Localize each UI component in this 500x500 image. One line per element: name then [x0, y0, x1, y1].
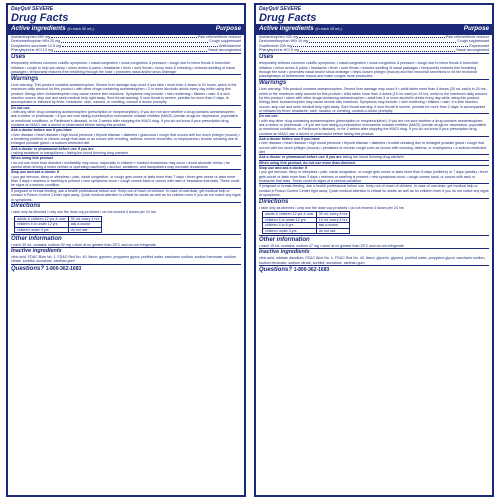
when-using-text: • do not use more than directed • excitability may occur, especially in children • marked drowsiness may occur • avoid alcoholic drinks • be careful when driving a motor vehicle or operating machinery • alcohol, sedatives, and tranquilizers may increase drowsiness	[11, 160, 230, 170]
leader-dots	[300, 48, 455, 51]
purpose-label: Purpose	[463, 25, 489, 32]
active-ingredients-label: Active ingredients	[11, 25, 66, 32]
ingredient-name: Acetaminophen 650 mg	[11, 34, 50, 39]
warnings-heading: Warnings	[11, 75, 39, 82]
ingredient-name: Dextromethorphan HBr 10 mg	[259, 39, 309, 44]
dosing-age: adults & children 12 yrs & over	[263, 212, 317, 218]
questions-phone[interactable]: 1-800-362-1683	[45, 265, 82, 272]
ingredient-purpose: Antihistamine	[218, 43, 241, 48]
ingredient-name: Doxylamine succinate 12.5 mg	[11, 43, 62, 48]
dosing-amount: ask a doctor	[316, 223, 350, 229]
warnings-text: Liver warning: This product contains acetaminophen. Severe liver damage may occur if you take • more than 4 doses in 24 hours, which is the maximum daily amount for this product • with other drugs containing acetaminophen • 3 or more alcoholic drinks every day while using this product. Allergy alert: Acetaminophen may cause severe skin reactions. Symptoms may include: • skin reddening • blisters • rash. If a skin reaction occurs, stop use and seek medical help right away. Sore throat warning: If sore throat is severe, persists for more than 2 days, is accompanied or followed by fever, headache, rash, nausea, or vomiting, consult a doctor promptly.	[11, 82, 237, 105]
ask-doctor-text: • liver disease • heart disease • high blood pressure • thyroid disease • diabetes • trouble urinating due to enlarged prostate gland • cough that occurs with too much phlegm (mucus) • persistent or chronic cough such as occurs with smoking, asthma, or emphysema • a sodium-restricted diet	[259, 141, 487, 155]
when-using-heading: When using this product, do not use more than directed.	[259, 160, 356, 165]
other-info-text: • each 30 mL contains: sodium 92 mg • store at no greater than 25°C and do not refrigerate	[11, 242, 156, 247]
dosing-amount: 30 mL every 4 hrs	[316, 212, 350, 218]
uses-text: temporarily relieves common cold/flu symptoms: • nasal congestion • sinus congestion & pressure • cough due to minor throat & bronchial irritation • minor aches & pains • headache • fever • sore throat • reduces swelling of nasal passages • temporarily restores free breathing through the nose • promotes nasal and/or sinus drainage • helps loosen phlegm (mucus) and thin bronchial secretions to rid the bronchial passageways of bothersome mucus and make coughs more productive.	[259, 61, 478, 79]
leader-dots	[54, 48, 207, 51]
dosing-age: adults & children 12 yrs & over	[15, 216, 69, 222]
ingredient-purpose: Pain reliever/fever reducer	[445, 34, 489, 39]
ingredient-purpose: Nasal decongestant	[208, 48, 241, 53]
warnings-heading: Warnings	[259, 80, 287, 87]
do-not-use-heading: Do not use	[11, 105, 30, 110]
drug-facts-panel-left	[6, 3, 246, 497]
inactive-text: citric acid, edetate disodium, FD&C Blue No. 1, FD&C Red No. 40, flavor, glycerin, glycerol, purified water, propylene glycol, saccharin sodium, sodium benzoate, sodium citrate, sorbitol, sucralose, xanthan gum	[259, 256, 486, 265]
ingredient-purpose: Expectorant	[469, 43, 489, 48]
ingredient-purpose: Pain reliever/fever reducer	[197, 34, 241, 39]
inactive-heading: Inactive ingredients	[11, 248, 62, 255]
ingredient-name: Phenylephrine HCl 5 mg	[259, 48, 299, 53]
pregnancy-text: If pregnant or breast-feeding, ask a health professional before use. Keep out of reach of children. In case of overdose, get medical help or contact a Poison Control Center right away. Quick medical attention is critical for adults as well as for children even if you do not notice any signs or symptoms.	[259, 184, 489, 198]
uses-text: temporarily relieves common cold/flu symptoms: • nasal congestion • sinus congestion & pressure • cough due to minor throat & bronchial irritation • cough to help you sleep • minor aches & pains • headache • fever • sore throat • runny nose & sneezing • reduces swelling of nasal passages • temporarily restores free breathing through the nose • promotes nasal and/or sinus drainage	[11, 61, 235, 75]
warnings-text: Liver warning: This product contains acetaminophen. Severe liver damage may occur if • adult takes more than 4 doses (30 mL each) in 24 hrs, which is the maximum daily amount for this product • child takes more than 4 doses (15 mL each) in 24 hrs, which is the maximum daily amount for this product • taken with other drugs containing acetaminophen • adult has 3 or more alcoholic drinks every day while using this product. Allergy alert: Acetaminophen may cause severe skin reactions. Symptoms may include: • skin reddening • blisters • rash. If a skin reaction occurs, stop use and seek medical help right away. Sore throat warning: If sore throat is severe, persists for more than 2 days, is accompanied or followed by fever, headache, rash, nausea, or vomiting, consult a doctor promptly.	[259, 87, 488, 113]
stop-use-text: • you get nervous, dizzy or sleepless • pain, nasal congestion, or cough gets worse or lasts more than 7 days • fever gets worse or lasts more than 3 days • redness or swelling is present • new symptoms occur • cough comes back or occurs with rash or headache that lasts. These could be signs of a serious condition.	[11, 174, 240, 188]
dosing-amount: ask a doctor	[68, 222, 102, 228]
drug-facts-title: Drug Facts	[259, 12, 317, 24]
table-row	[263, 228, 350, 234]
purpose-label: Purpose	[215, 25, 241, 32]
questions-phone[interactable]: 1-800-362-1683	[293, 266, 330, 273]
leader-dots	[61, 39, 208, 42]
questions-label: Questions?	[259, 266, 293, 273]
dosing-age: children 4 to under 12 yrs	[263, 217, 317, 223]
other-info-text: • each 15 mL contains: sodium 47 mg • store at no greater than 25°C and do not refrigerate	[259, 243, 404, 248]
do-not-use-text: • with any other drug containing acetaminophen (prescription or nonprescription). If you are not sure whether a drug contains acetaminophen, ask a doctor or pharmacist. • if you are now taking a prescription monoamine oxidase inhibitor (MAOI) (certain drugs for depression, psychiatric or emotional conditions, or Parkinson's disease), or for 2 weeks after stopping the MAOI drug. If you do not know if your prescription drug contains an MAOI, ask a doctor or pharmacist before taking this product.	[259, 118, 487, 136]
ingredient-name: Guaifenesin 200 mg	[259, 43, 293, 48]
ask-pharmacist-text: taking the blood thinning drug warfarin	[342, 155, 404, 160]
leader-dots	[293, 44, 468, 47]
table-row	[15, 227, 102, 233]
dosing-amount: do not use	[68, 227, 102, 233]
do-not-use-heading: Do not use	[259, 114, 278, 119]
dosing-table	[262, 211, 350, 234]
uses-heading: Uses	[11, 54, 26, 61]
questions-label: Questions?	[11, 265, 45, 272]
do-not-use-text: • with any other drug containing acetaminophen (prescription or nonprescription). If you are not sure whether a drug contains acetaminophen, ask a doctor or pharmacist. • if you are now taking a prescription monoamine oxidase inhibitor (MAOI) (certain drugs for depression, psychiatric or emotional conditions, or Parkinson's disease), or for 2 weeks after stopping the MAOI drug. If you do not know if your prescription drug contains an MAOI, ask a doctor or pharmacist before taking this product.	[11, 109, 239, 127]
dosing-age: children 4 to under 12 yrs	[15, 222, 69, 228]
inactive-heading: Inactive ingredients	[259, 249, 310, 256]
stop-use-heading: Stop use and ask a doctor if	[11, 170, 59, 175]
dosing-age: children under 4 yrs	[15, 227, 69, 233]
stop-use-text: • you get nervous, dizzy or sleepless • pain, nasal congestion, or cough gets worse or lasts more than 5 days (children) or 7 days (adults) • fever gets worse or lasts more than 3 days • redness or swelling is present • new symptoms occur • cough comes back, or occurs with rash or headache that lasts. These could be signs of a serious condition.	[259, 170, 488, 184]
directions-text: • take only as directed • only use the dose cup provided • do not exceed 4 doses per 24 hrs	[259, 206, 404, 210]
active-ingredients-sub: (in each 30 mL)	[67, 27, 94, 31]
dosing-amount: 30 mL every 4 hrs	[68, 216, 102, 222]
ingredient-purpose: Nasal decongestant	[456, 48, 489, 53]
dosing-amount: do not use	[316, 228, 350, 234]
ask-pharmacist-heading: Ask a doctor or pharmacist before use if you are	[259, 155, 342, 160]
leader-dots	[62, 44, 218, 47]
ask-pharmacist-text: • taking sedatives or tranquilizers • taking the blood thinning drug warfarin	[11, 151, 128, 156]
ask-doctor-text: • liver disease • heart disease • high blood pressure • thyroid disease • diabetes • glaucoma • cough that occurs with too much phlegm (mucus) • a breathing problem or chronic cough that lasts or as occurs with smoking, asthma, chronic bronchitis, or emphysema • trouble urinating due to enlarged prostate gland • a sodium-restricted diet	[11, 132, 240, 146]
ask-doctor-heading: Ask a doctor before use if you have	[11, 128, 72, 133]
directions-heading: Directions	[259, 199, 289, 205]
dosing-table	[14, 216, 102, 234]
active-ingredients-label: Active ingredients	[259, 25, 314, 32]
active-ingredients-sub: (in each 15 mL)	[315, 27, 342, 31]
questions-line	[8, 265, 244, 274]
dosing-amount: 15 mL every 4 hrs	[316, 217, 350, 223]
directions-heading: Directions	[11, 203, 41, 210]
dosing-age: children under 4 yrs	[263, 228, 317, 234]
stop-use-heading: Stop use and ask a doctor if	[259, 166, 307, 171]
brand-name: DayQuil SEVERE	[11, 6, 54, 12]
leader-dots	[299, 35, 445, 38]
ingredient-name: Dextromethorphan HBr 20 mg	[11, 39, 61, 44]
ingredient-purpose: Cough suppressant	[457, 39, 489, 44]
leader-dots	[309, 39, 456, 42]
active-ingredients-header	[8, 24, 244, 35]
table-row	[15, 216, 102, 222]
drug-facts-title: Drug Facts	[11, 12, 69, 24]
ingredient-name: Acetaminophen 325 mg	[259, 34, 298, 39]
directions-text: • take only as directed • only use the dose cup provided • do not exceed 4 doses per 24 hrs	[11, 210, 156, 215]
other-info-heading: Other information	[11, 235, 62, 242]
when-using-heading: When using this product	[11, 156, 54, 161]
ingredient-name: Phenylephrine HCl 10 mg	[11, 48, 54, 53]
brand-name: DayQuil SEVERE	[259, 6, 302, 12]
pregnancy-text: If pregnant or breast-feeding, ask a health professional before use. Keep out of reach of children. In case of overdose, get medical help or contact a Poison Control Center right away. Quick medical attention is critical for adults as well as for children even if you do not notice any signs or symptoms.	[11, 188, 241, 202]
dosing-age: children 4 to 6 yrs	[263, 223, 317, 229]
drug-facts-panel-right	[254, 3, 494, 497]
ask-doctor-heading: Ask a doctor before use if you have	[259, 137, 320, 142]
table-row	[263, 212, 350, 218]
questions-line	[256, 266, 492, 275]
other-info-heading: Other information	[259, 236, 310, 243]
uses-heading: Uses	[259, 54, 274, 61]
active-ingredients-header	[256, 24, 492, 35]
leader-dots	[51, 35, 197, 38]
inactive-text: citric acid, FD&C Blue No. 1, FD&C Red No. 40, flavor, glycerin, propylene glycol, purified water, saccharin sodium, sodium benzoate, sodium citrate, sorbitol, sucralose, xanthan gum	[11, 255, 236, 264]
ask-pharmacist-heading: Ask a doctor or pharmacist before use if you are	[11, 146, 94, 151]
ingredient-purpose: Cough suppressant	[209, 39, 241, 44]
